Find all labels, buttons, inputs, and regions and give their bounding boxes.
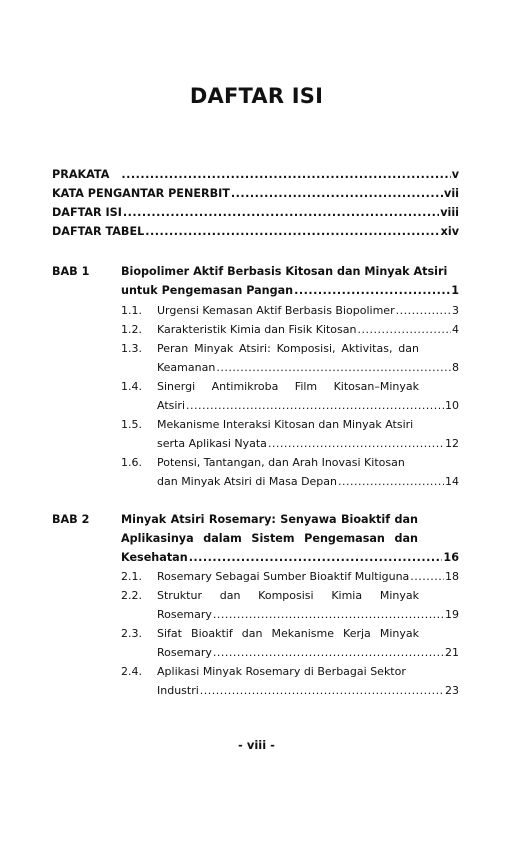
toc-section-line[interactable]: Sifat Bioaktif dan Mekanisme Kerja Minyak <box>157 627 419 640</box>
toc-section-line[interactable]: Sinergi Antimikroba Film Kitosan–Minyak <box>157 380 419 393</box>
chapter-title-line[interactable]: Biopolimer Aktif Berbasis Kitosan dan Minyak Atsiri <box>121 265 448 278</box>
section-number: 2.3. <box>121 627 142 640</box>
toc-section-line[interactable]: Struktur dan Komposisi Kimia Minyak <box>157 589 419 602</box>
chapter-title-line[interactable]: Minyak Atsiri Rosemary: Senyawa Bioaktif dan <box>121 513 418 526</box>
section-number: 1.6. <box>121 456 142 469</box>
dot-leader <box>410 569 444 584</box>
section-number: 1.1. <box>121 304 142 317</box>
chapter-title-line[interactable]: Aplikasinya dalam Sistem Pengemasan dan <box>121 532 418 545</box>
toc-section-line[interactable]: Potensi, Tantangan, dan Arah Inovasi Kitosan <box>157 456 405 469</box>
dot-leader <box>357 322 451 337</box>
dot-leader <box>268 436 444 451</box>
chapter-title-line-with-page[interactable]: Kesehatan ..... 16 <box>121 550 459 565</box>
dot-leader <box>189 550 443 565</box>
toc-section-line[interactable]: Aplikasi Minyak Rosemary di Berbagai Sektor <box>157 665 406 678</box>
chapter-title-line-with-page[interactable]: untuk Pengemasan Pangan ..... 1 <box>121 283 459 298</box>
section-number: 1.2. <box>121 323 142 336</box>
toc-section-entry[interactable]: Rosemary ..... 21 <box>157 645 459 660</box>
toc-entry-page: xiv <box>440 225 459 238</box>
toc-section-entry[interactable]: Karakteristik Kimia dan Fisik Kitosan ..... 4 <box>157 322 459 337</box>
dot-leader <box>396 303 451 318</box>
dot-leader <box>213 645 444 660</box>
toc-entry-page: vii <box>444 187 459 200</box>
page-number-footer: - viii - <box>238 738 275 752</box>
chapter-label: BAB 1 <box>52 265 90 278</box>
dot-leader <box>200 683 444 698</box>
dot-leader <box>338 474 444 489</box>
page-title: DAFTAR ISI <box>189 84 324 108</box>
toc-section-line[interactable]: Mekanisme Interaksi Kitosan dan Minyak Atsiri <box>157 418 414 431</box>
dot-leader <box>145 224 439 239</box>
toc-section-entry[interactable]: dan Minyak Atsiri di Masa Depan ..... 14 <box>157 474 459 489</box>
section-number: 2.2. <box>121 589 142 602</box>
toc-entry-daftar-tabel[interactable] <box>52 224 459 239</box>
toc-section-entry[interactable]: Rosemary ..... 19 <box>157 607 459 622</box>
toc-entry-page: 1 <box>451 284 459 297</box>
toc-entry-label: DAFTAR TABEL <box>52 225 145 238</box>
toc-entry-prakata[interactable] <box>52 167 459 182</box>
section-number: 1.5. <box>121 418 142 431</box>
toc-entry-page: v <box>451 168 459 181</box>
section-number: 2.4. <box>121 665 142 678</box>
toc-entry-label: PRAKATA <box>52 168 110 181</box>
toc-entry-page: viii <box>440 206 459 219</box>
dot-leader <box>186 398 444 413</box>
chapter-label: BAB 2 <box>52 513 90 526</box>
toc-section-entry[interactable]: Atsiri ..... 10 <box>157 398 459 413</box>
toc-entry-kata-pengantar[interactable] <box>52 186 459 201</box>
toc-section-line[interactable]: Peran Minyak Atsiri: Komposisi, Aktivitas, dan <box>157 342 419 355</box>
dot-leader <box>121 167 450 182</box>
dot-leader <box>213 607 444 622</box>
toc-entry-daftar-isi[interactable] <box>52 205 459 220</box>
dot-leader <box>231 186 443 201</box>
toc-entry-page: 16 <box>443 551 459 564</box>
toc-section-entry[interactable]: serta Aplikasi Nyata ..... 12 <box>157 436 459 451</box>
section-number: 1.4. <box>121 380 142 393</box>
section-number: 1.3. <box>121 342 142 355</box>
dot-leader <box>123 205 439 220</box>
toc-section-entry[interactable]: Urgensi Kemasan Aktif Berbasis Biopolimer ..... 3 <box>157 303 459 318</box>
dot-leader <box>294 283 450 298</box>
toc-section-entry[interactable]: Keamanan ..... 8 <box>157 360 459 375</box>
section-number: 2.1. <box>121 570 142 583</box>
toc-entry-label: KATA PENGANTAR PENERBIT <box>52 187 230 200</box>
toc-entry-label: DAFTAR ISI <box>52 206 122 219</box>
toc-section-entry[interactable]: Rosemary Sebagai Sumber Bioaktif Multiguna ..... 18 <box>157 569 459 584</box>
dot-leader <box>216 360 451 375</box>
toc-section-entry[interactable]: Industri ..... 23 <box>157 683 459 698</box>
